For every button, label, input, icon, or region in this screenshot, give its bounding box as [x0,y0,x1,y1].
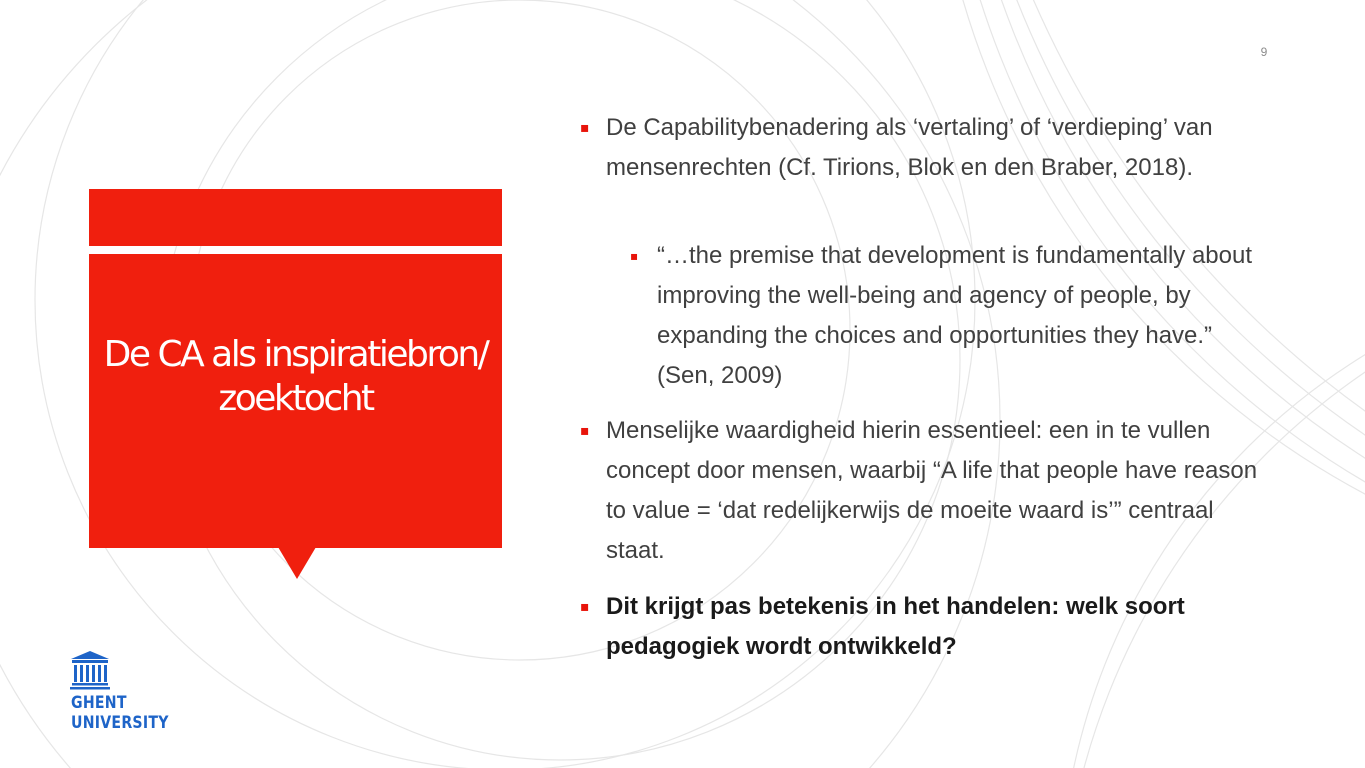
bullet-item [580,108,1270,188]
bullet-marker-icon: ▪ [580,599,590,615]
bullet-marker-icon: ▪ [580,423,590,439]
title-panel-pointer [278,547,316,579]
logo-line-university: UNIVERSITY [71,713,169,733]
bullet-text-bold: Dit krijgt pas betekenis in het handelen: welk soort pedagogiek wordt ontwikkeld? [606,593,1185,660]
bullet-item [580,411,1270,571]
slide-title: De CA als inspiratiebron/ zoektocht [103,334,488,419]
slide-number: 9 [1260,45,1268,59]
bullet-item-emphasis [580,587,1270,667]
bullet-marker-icon: ▪ [580,120,590,136]
bullet-text: De Capabilitybenadering als ‘vertaling’ of ‘verdieping’ van mensenrechten (Cf. Tirions, Blok en den Braber, 2018). [606,114,1213,181]
bullet-marker-icon: ▪ [630,249,639,263]
sub-bullet-item [630,236,1270,396]
red-accent-band [89,189,502,246]
university-logo-text [71,693,169,733]
quote-text: “…the premise that development is fundamentally about improving the well-being and agency of people, by expanding the choices and opportunities they have.” (Sen, 2009) [657,242,1252,389]
logo-line-ghent: GHENT [71,693,127,713]
bullet-text: Menselijke waardigheid hierin essentieel: een in te vullen concept door mensen, waarbij “A life that people have reason to value = ‘dat redelijkerwijs de moeite waard is’” centraal staat. [606,417,1258,564]
